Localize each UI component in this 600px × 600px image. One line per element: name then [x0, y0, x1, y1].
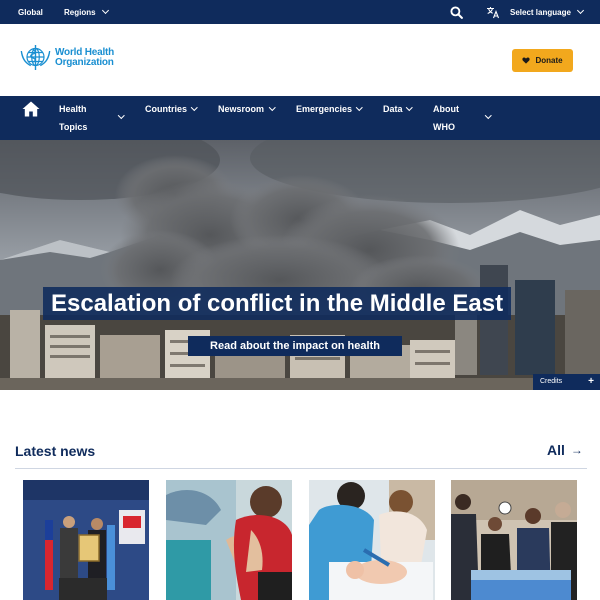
- news-card-image: [166, 480, 292, 600]
- all-news-label: All: [547, 442, 565, 458]
- regions-label: Regions: [64, 7, 96, 17]
- nav-label: Health: [59, 104, 87, 114]
- credits-toggle[interactable]: [533, 374, 600, 390]
- logo-line-1: World Health: [55, 47, 115, 58]
- news-card[interactable]: [23, 480, 149, 600]
- credits-label: Credits: [540, 378, 563, 385]
- utility-bar: [0, 0, 600, 24]
- nav-label: About: [433, 104, 459, 114]
- latest-news-heading: Latest news: [15, 443, 96, 459]
- language-selector[interactable]: [486, 0, 583, 24]
- global-label: Global: [18, 7, 43, 17]
- nav-label: Topics: [59, 122, 88, 132]
- arrow-right-icon: →: [570, 443, 583, 457]
- donate-label: Donate: [535, 56, 563, 65]
- chevron-down-icon: [485, 112, 491, 118]
- regions-dropdown[interactable]: [64, 0, 108, 24]
- chevron-down-icon: [577, 7, 584, 14]
- news-card-image: [451, 480, 577, 600]
- nav-item-countries[interactable]: [145, 96, 205, 140]
- who-emblem-icon: [19, 43, 52, 73]
- nav-label: WHO: [433, 122, 455, 132]
- hero-cta-button[interactable]: Read about the impact on health: [188, 336, 402, 356]
- nav-item-newsroom[interactable]: [218, 96, 280, 140]
- search-button[interactable]: [450, 0, 463, 24]
- chevron-down-icon: [102, 7, 109, 14]
- nav-item-about-who[interactable]: [433, 96, 495, 140]
- news-card-image: [23, 480, 149, 600]
- nav-label: Newsroom: [218, 104, 265, 114]
- nav-label: Countries: [145, 104, 188, 114]
- nav-item-data[interactable]: [383, 96, 417, 140]
- nav-item-emergencies[interactable]: [296, 96, 368, 140]
- hero-headline: Escalation of conflict in the Middle East: [43, 287, 511, 320]
- chevron-down-icon: [356, 104, 362, 110]
- heart-icon: [522, 57, 530, 64]
- chevron-down-icon: [118, 112, 124, 118]
- donate-button[interactable]: [512, 49, 573, 72]
- who-logo[interactable]: [19, 43, 114, 73]
- main-navigation: [0, 96, 600, 140]
- global-link[interactable]: [18, 0, 43, 24]
- chevron-down-icon: [406, 104, 412, 110]
- chevron-down-icon: [269, 104, 275, 110]
- nav-label: Data: [383, 104, 403, 114]
- news-card[interactable]: [309, 480, 435, 600]
- translate-icon: [486, 6, 500, 19]
- nav-item-health-topics[interactable]: [59, 96, 129, 140]
- search-icon: [450, 6, 463, 19]
- chevron-down-icon: [191, 104, 197, 110]
- site-header: [0, 24, 600, 96]
- news-card[interactable]: [451, 480, 577, 600]
- home-icon[interactable]: [22, 101, 40, 117]
- all-news-link[interactable]: [547, 442, 583, 458]
- news-card[interactable]: [166, 480, 292, 600]
- plus-icon: +: [588, 376, 594, 387]
- news-card-image: [309, 480, 435, 600]
- section-divider: [15, 468, 587, 469]
- nav-label: Emergencies: [296, 104, 353, 114]
- logo-line-2: Organization: [55, 57, 114, 68]
- select-language-label: Select language: [510, 7, 571, 17]
- logo-wordmark: [55, 48, 114, 68]
